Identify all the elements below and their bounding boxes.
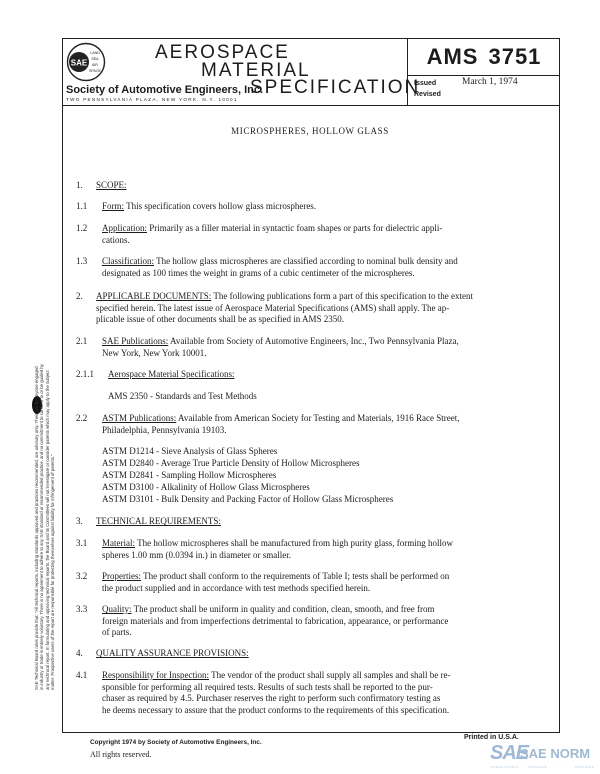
reference-item: ASTM D2841 - Sampling Hollow Microspheres [102, 470, 277, 480]
section-number: 1.3 [76, 256, 88, 266]
section-paragraph: Application: Primarily as a filler material in syntactic foam shapes or parts for dielectric appli- cations. [102, 223, 443, 245]
section-paragraph: APPLICABLE DOCUMENTS: The following publications form a part of this specification to the extent specified herein. The latest issue of Aerospace Material Specifications (AMS) shall apply. The ap- plicable issue of other documents shall be as specified in AMS 2350. [96, 291, 474, 324]
section-paragraph: Properties: The product shall conform to the requirements of Table I; tests shall be performed on the product supplied and in accordance with test methods specified herein. [102, 571, 450, 593]
section-number: 2.1.1 [76, 369, 94, 379]
header-spec-block [407, 39, 560, 105]
header-material: MATERIAL [201, 60, 311, 81]
section-paragraph: Form: This specification covers hollow glass microspheres. [102, 201, 317, 211]
section-paragraph: Quality: The product shall be uniform in quality and condition, clean, smooth, and free from foreign materials and from imperfections detrimental to fabrication, appearance, or performance of parts. [102, 604, 449, 637]
revised-label: Revised [414, 91, 441, 98]
reference-item: ASTM D3101 - Bulk Density and Packing Factor of Hollow Glass Microspheres [102, 494, 394, 504]
watermark-subtext: INTERNATIONAL · · · STANDARD · · · · · · · · · · CERTIFIED [490, 765, 595, 769]
section-paragraph: ASTM Publications: Available from American Society for Testing and Materials, 1916 Race Street, Philadelphia, Pennsylvania 19103. [102, 413, 460, 435]
society-name: Society of Automotive Engineers, Inc. [66, 84, 264, 96]
section-number: 3.3 [76, 604, 88, 614]
section-paragraph: Material: The hollow microspheres shall be manufactured from high purity glass, forming hollow spheres 1.00 mm (0.0394 in.) in diameter or smaller. [102, 538, 454, 560]
ams-label: AMS [426, 44, 479, 69]
reference-item: ASTM D3100 - Alkalinity of Hollow Glass Microspheres [102, 482, 310, 492]
rights-reserved: All rights reserved. [90, 750, 152, 759]
section-paragraph: SAE Publications: Available from Society of Automotive Engineers, Inc., Two Pennsylvania Plaza, New York, New York 10001. [102, 336, 459, 358]
svg-text:SPACE: SPACE [89, 69, 101, 73]
issued-date: March 1, 1974 [462, 77, 518, 87]
section-heading: SCOPE: [96, 180, 127, 190]
section-heading: QUALITY ASSURANCE PROVISIONS: [96, 648, 249, 658]
section-number: 2.2 [76, 413, 88, 423]
logo-text: SAE [70, 58, 88, 68]
watermark-mark: SAE [490, 742, 529, 764]
section-number: 3. [76, 516, 83, 526]
reference-item: ASTM D2840 - Average True Particle Density of Hollow Microspheres [102, 458, 360, 468]
sae-norm-watermark [490, 742, 600, 772]
section-paragraph: Responsibility for Inspection: The vendor of the product shall supply all samples and shall be re- sponsible for performing all required tests. Results of such tests shall be reported to the pur- chaser as required by 4.5. Purchaser reserves the right to perform such confirmatory testing as he deems necessary to assure that the product conforms to the requirements of this specification. [102, 670, 451, 715]
reference-item: AMS 2350 - Standards and Test Methods [108, 391, 257, 401]
watermark-name: SAE NORM [520, 746, 591, 761]
section-number: 1. [76, 180, 83, 190]
section-heading: TECHNICAL REQUIREMENTS: [96, 516, 221, 526]
section-number: 2. [76, 291, 83, 301]
section-number: 3.2 [76, 571, 88, 581]
section-number: 3.1 [76, 538, 88, 548]
spec-header [62, 38, 560, 106]
section-number: 1.1 [76, 201, 88, 211]
printed-in: Printed in U.S.A. [464, 734, 519, 741]
ams-number-box [408, 39, 560, 76]
society-address: TWO PENNSYLVANIA PLAZA, NEW YORK, N.Y. 10001 [66, 97, 238, 102]
header-specification: SPECIFICATION [250, 77, 421, 98]
reference-item: ASTM D1214 - Sieve Analysis of Glass Spheres [102, 446, 278, 456]
header-publisher-block [63, 39, 421, 105]
svg-text:AIR: AIR [92, 63, 98, 67]
document-title: MICROSPHERES, HOLLOW GLASS [231, 126, 389, 136]
ams-number: 3751 [488, 44, 542, 69]
section-number: 4.1 [76, 670, 88, 680]
section-number: 4. [76, 648, 83, 658]
svg-text:LAND: LAND [90, 51, 100, 55]
copyright-notice: Copyright 1974 by Society of Automotive Engineers, Inc. [90, 739, 262, 746]
svg-text:SEA: SEA [91, 57, 99, 61]
section-number: 2.1 [76, 336, 88, 346]
section-paragraph: Classification: The hollow glass microspheres are classified according to nominal bulk density and designated as 100 times the weight in grams of a cubic centimeter of the microspheres. [102, 256, 458, 278]
section-number: 1.2 [76, 223, 88, 233]
section-heading: Aerospace Material Specifications: [108, 369, 235, 379]
issued-label: Issued [414, 80, 437, 87]
sae-advisory-note: SAE Technical Board rules provide that: "All technical reports, including standards approved and practices recommended, are advisory only. Their use by anyone engaged in industry or trade is entirely voluntary. There is no agreement to adhere to any SAE standard or recommended practice, and no commitment to conform to or be guided by any technical report. In formulating and approving technical reports, the Board and its Committees will not investigate or consider patents which may apply to the subject matter. Prospective users of the report are responsible for protecting themselves against liability for infringement of patents." [34, 364, 56, 690]
header-aerospace: AEROSPACE [155, 42, 290, 63]
sae-logo-icon [66, 42, 106, 82]
